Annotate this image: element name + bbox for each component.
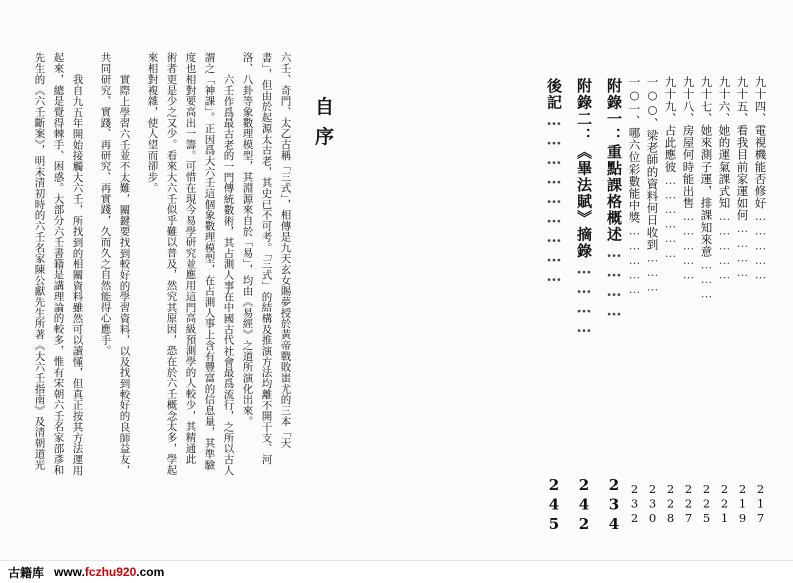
toc-entry <box>628 76 640 297</box>
toc-entry-label: 九十五、看我目前家運如何 <box>735 76 750 222</box>
toc-entry <box>754 76 766 282</box>
watermark-brand: 古籍库 <box>8 565 45 580</box>
toc-page-number: 228 <box>663 482 678 526</box>
preface-line: 度也相對要高出一籌。可惜在現今易學研究並應用這門高級預測學的人較少，其精通此 <box>184 52 197 465</box>
toc-page-number: 230 <box>645 482 660 526</box>
toc-appendix-label: 附錄二：《畢法賦》摘錄 <box>575 78 593 260</box>
toc-appendix-entry <box>546 78 561 287</box>
watermark-url-highlight: fczhu920 <box>84 565 137 579</box>
preface-line: 來相對複雜，使人望而卻步。 <box>146 52 159 194</box>
toc-dots: …………… <box>717 209 732 283</box>
preface-line: 起來，總是覺得棘手、困惑。大部分六壬書籍是講理論的較多，惟有宋朝六壬名家邵彥和 <box>52 52 65 476</box>
toc-page-number: 245 <box>545 476 563 535</box>
toc-appendix-entry <box>576 78 591 338</box>
toc-entry <box>664 76 676 260</box>
watermark-url-suffix: .com <box>136 565 165 579</box>
toc-dots: ……… <box>645 250 660 295</box>
toc-dots: …………… <box>627 223 642 297</box>
toc-entry <box>718 76 730 282</box>
toc-entry-label: 一○一、哪六位彩數能中獎 <box>627 76 642 224</box>
toc-dots: …………… <box>681 209 696 283</box>
watermark-url[interactable] <box>54 565 164 579</box>
toc-dots: …………… <box>753 209 768 283</box>
toc-entry <box>700 76 712 301</box>
toc-entry <box>682 76 694 282</box>
preface-line: 謂之「神課」。正因爲大六壬這個象數理模型，在占測人事上含有豐富的信息量，其準驗 <box>203 52 216 470</box>
toc-appendix-entry <box>606 78 621 321</box>
toc-dots: ……………………… <box>545 111 563 287</box>
preface-line: 實際上學習六壬並不太難，關鍵要找到較好的學習資料，以及找到較好的良師益友， <box>118 74 131 476</box>
toc-page-number: 225 <box>699 482 714 526</box>
toc-page-number: 219 <box>735 482 750 526</box>
watermark-url-prefix: www. <box>54 565 85 579</box>
preface-line: 六壬、奇門、太乙古稱「三式」，相傳是九天玄女賜夢授於黃帝戰敗蚩尤的三本「天 <box>279 52 292 449</box>
toc-entry <box>646 76 658 294</box>
toc-page-number: 232 <box>627 482 642 526</box>
toc-dots: ………… <box>735 221 750 280</box>
toc-appendix-label: 附錄一：重點課格概述 <box>605 78 623 243</box>
preface-line: 術者更是少之又少。看來大六壬似乎難以普及，然究其原因，恐在於六壬概念太多，學起 <box>165 52 178 476</box>
preface-title: 自 <box>315 96 335 118</box>
preface-line: 我自九五年開始接觸大六壬，所找到的相關資料雖然可以讀懂，但真正按其方法運用 <box>71 74 84 476</box>
preface-title: 序 <box>315 126 335 148</box>
toc-dots: ……… <box>699 257 714 302</box>
toc-entry-label: 九十八、房屋何時能出售 <box>681 76 696 210</box>
toc-page-number: 242 <box>575 476 593 535</box>
toc-entry-label: 九十四、電視機能否修好 <box>753 76 768 210</box>
toc-entry-label: 九十六、她的運氣課式知 <box>717 76 732 210</box>
toc-page-number: 234 <box>605 476 623 535</box>
toc-entry-label: 九十九、占此應彼 <box>663 76 678 173</box>
preface-line: 洛、八卦等象數理模型，其淵源來自於「易」，均由《易經》之道所演化出來。 <box>241 52 254 427</box>
toc-dots: ……………… <box>663 172 678 261</box>
toc-dots: ………… <box>605 243 623 321</box>
watermark-bar <box>0 560 793 583</box>
toc-entry-label: 九十七、她來測子運，排課知來意 <box>699 76 714 258</box>
toc-page-number: 217 <box>753 482 768 526</box>
preface-line: 六壬作爲最古老的一門傳統數術，其占測人事在中國古代社會最爲流行，之所以古人 <box>222 74 235 476</box>
toc-page-number: 227 <box>681 482 696 526</box>
preface-line: 書」，但由於起源太古老，其史已不可考。「三式」的結構及推演方法均離不開干支、河 <box>260 52 273 465</box>
toc-page-number: 221 <box>717 482 732 526</box>
toc-appendix-label: 後記 <box>545 78 563 111</box>
preface-line: 先生的《六壬斷案》，明末清初時的六壬名家陳公獻先生所著《大六壬指南》及清朝道光 <box>33 52 46 470</box>
preface-line: 共同研究、實踐、再研究、再實踐，久而久之自然能得心應手。 <box>99 52 112 356</box>
toc-dots: ………… <box>575 259 593 338</box>
toc-entry-label: 一○○、梁老師的資料何日收到 <box>645 76 660 251</box>
toc-entry <box>736 76 748 280</box>
